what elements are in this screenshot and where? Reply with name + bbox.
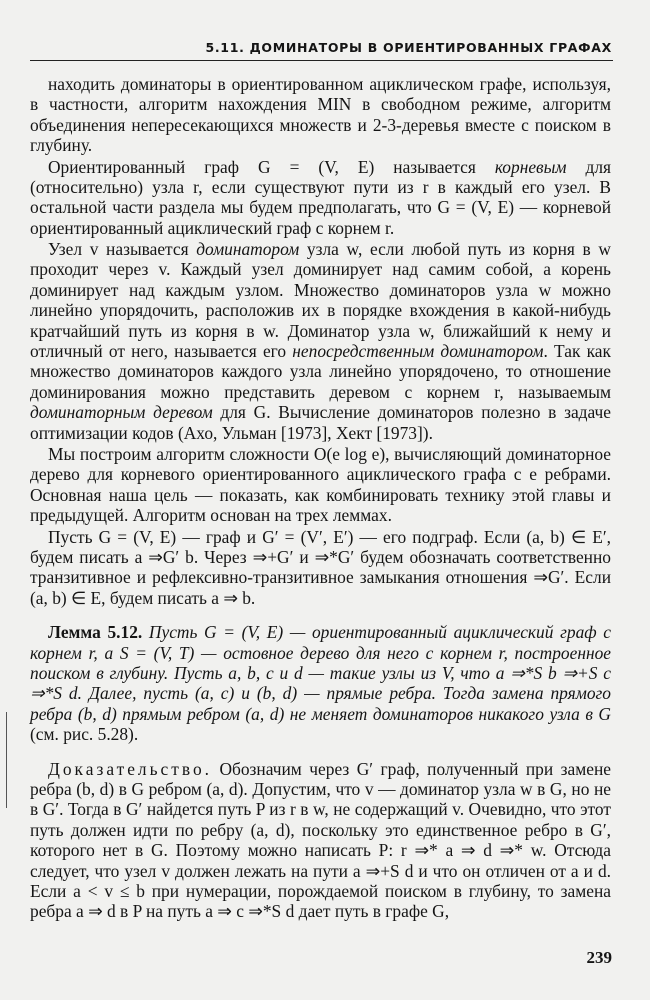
lemma-label: Лемма 5.12. bbox=[48, 622, 143, 643]
proof-text: Обозначим через G′ граф, полученный при замене ребра (b, d) в G ребром (a, d). Допустим, что v — доминатор узла w в G, но не в G′. Тогда в G′ найдется путь P из r в w, не содержащий v. Очевидно, что этот путь должен идти по ребру (a, d), поскольку это единственное ребро в G′, которого нет в G. Поэтому можно написать P: r ⇒* a ⇒ d ⇒* w. Отсюда следует, что узел v должен лежать на пути a ⇒+S d и что он отличен от a и d. Если a < v ≤ b при нумерации, порождаемой поиском в глубину, то замена ребра a ⇒ d в P на путь a ⇒ c ⇒*S d дает путь в графе G, bbox=[30, 758, 611, 922]
text-run: для (относительно) узла r, если существуют пути из r в каждый его узел. В остальной части раздела мы будем предполагать, что G = (V, E) — корневой ориентированный ациклический граф с корнем r. bbox=[30, 156, 612, 238]
lemma-figure-ref: (см. рис. 5.28). bbox=[30, 724, 139, 745]
lemma-text: Пусть G = (V, E) — ориентированный ациклический граф с корнем r, а S = (V, T) — остовное дерево для него с корнем r, построенное поиском в глубину. Пусть a, b, c и d — такие узлы из V, что a ⇒*S b ⇒+S c ⇒*S d. Далее, пусть (a, c) и (b, d) — прямые ребра. Тогда замена прямого ребра (b, d) прямым ребром (a, d) не меняет доминаторов никакого узла в G bbox=[30, 622, 611, 724]
term-dominator: доминатором bbox=[196, 239, 300, 260]
proof bbox=[30, 759, 611, 922]
text-run: Ориентированный граф G = (V, E) называется bbox=[48, 156, 495, 177]
margin-mark bbox=[6, 712, 7, 808]
paragraph-rooted-graph bbox=[30, 157, 611, 239]
term-rooted: корневым bbox=[494, 156, 567, 177]
text-run: для G. Вычисление доминаторов полезно в задаче оптимизации кодов (Ахо, Ульман [1973], Хект [1973]). bbox=[30, 402, 611, 443]
header-rule bbox=[30, 60, 613, 61]
paragraph-dominator-def bbox=[30, 239, 611, 443]
running-head: 5.11. ДОМИНАТОРЫ В ОРИЕНТИРОВАННЫХ ГРАФАХ bbox=[205, 40, 612, 55]
page-number: 239 bbox=[586, 948, 612, 967]
text-run: . Так как множество доминаторов каждого узла линейно упорядочено, то отношение доминирования можно представить деревом с корнем r, называемым bbox=[30, 341, 611, 402]
paragraph-intro: находить доминаторы в ориентированном ациклическом графе, используя, в частности, алгоритм нахождения MIN в свободном режиме, алгоритм объединения непересекающихся множеств и 2-3-деревья вместе с поиском в глубину. bbox=[30, 74, 611, 156]
paragraph-notation: Пусть G = (V, E) — граф и G′ = (V′, E′) — его подграф. Если (a, b) ∈ E′, будем писать a ⇒G′ b. Через ⇒+G′ и ⇒*G′ будем обозначать соответственно транзитивное и рефлексивно-транзитивное замыкания отношения ⇒G′. Если (a, b) ∈ E, будем писать a ⇒ b. bbox=[30, 526, 611, 608]
lemma-5-12 bbox=[30, 622, 611, 744]
text-run: узла w, если любой путь из корня в w проходит через v. Каждый узел доминирует над самим собой, а корень доминирует над каждым узлом. Множество доминаторов узла w можно линейно упорядочить, расположив их в порядке вхождения в какой-нибудь кратчайший путь из корня в w. Доминатор узла w, ближайший к нему и отличный от него, называется его bbox=[30, 239, 611, 362]
body-text bbox=[30, 74, 611, 923]
paragraph-algorithm: Мы построим алгоритм сложности O(e log e), вычисляющий доминаторное дерево для корневого ориентированного ациклического графа с e ребрами. Основная наша цель — показать, как комбинировать технику этой главы и предыдущей. Алгоритм основан на трех леммах. bbox=[30, 443, 611, 526]
text-run: Узел v называется bbox=[48, 239, 197, 260]
proof-label: Доказательство. bbox=[48, 758, 212, 779]
term-dominator-tree: доминаторным деревом bbox=[30, 402, 213, 423]
term-immediate-dominator: непосредственным доминатором bbox=[292, 341, 544, 362]
